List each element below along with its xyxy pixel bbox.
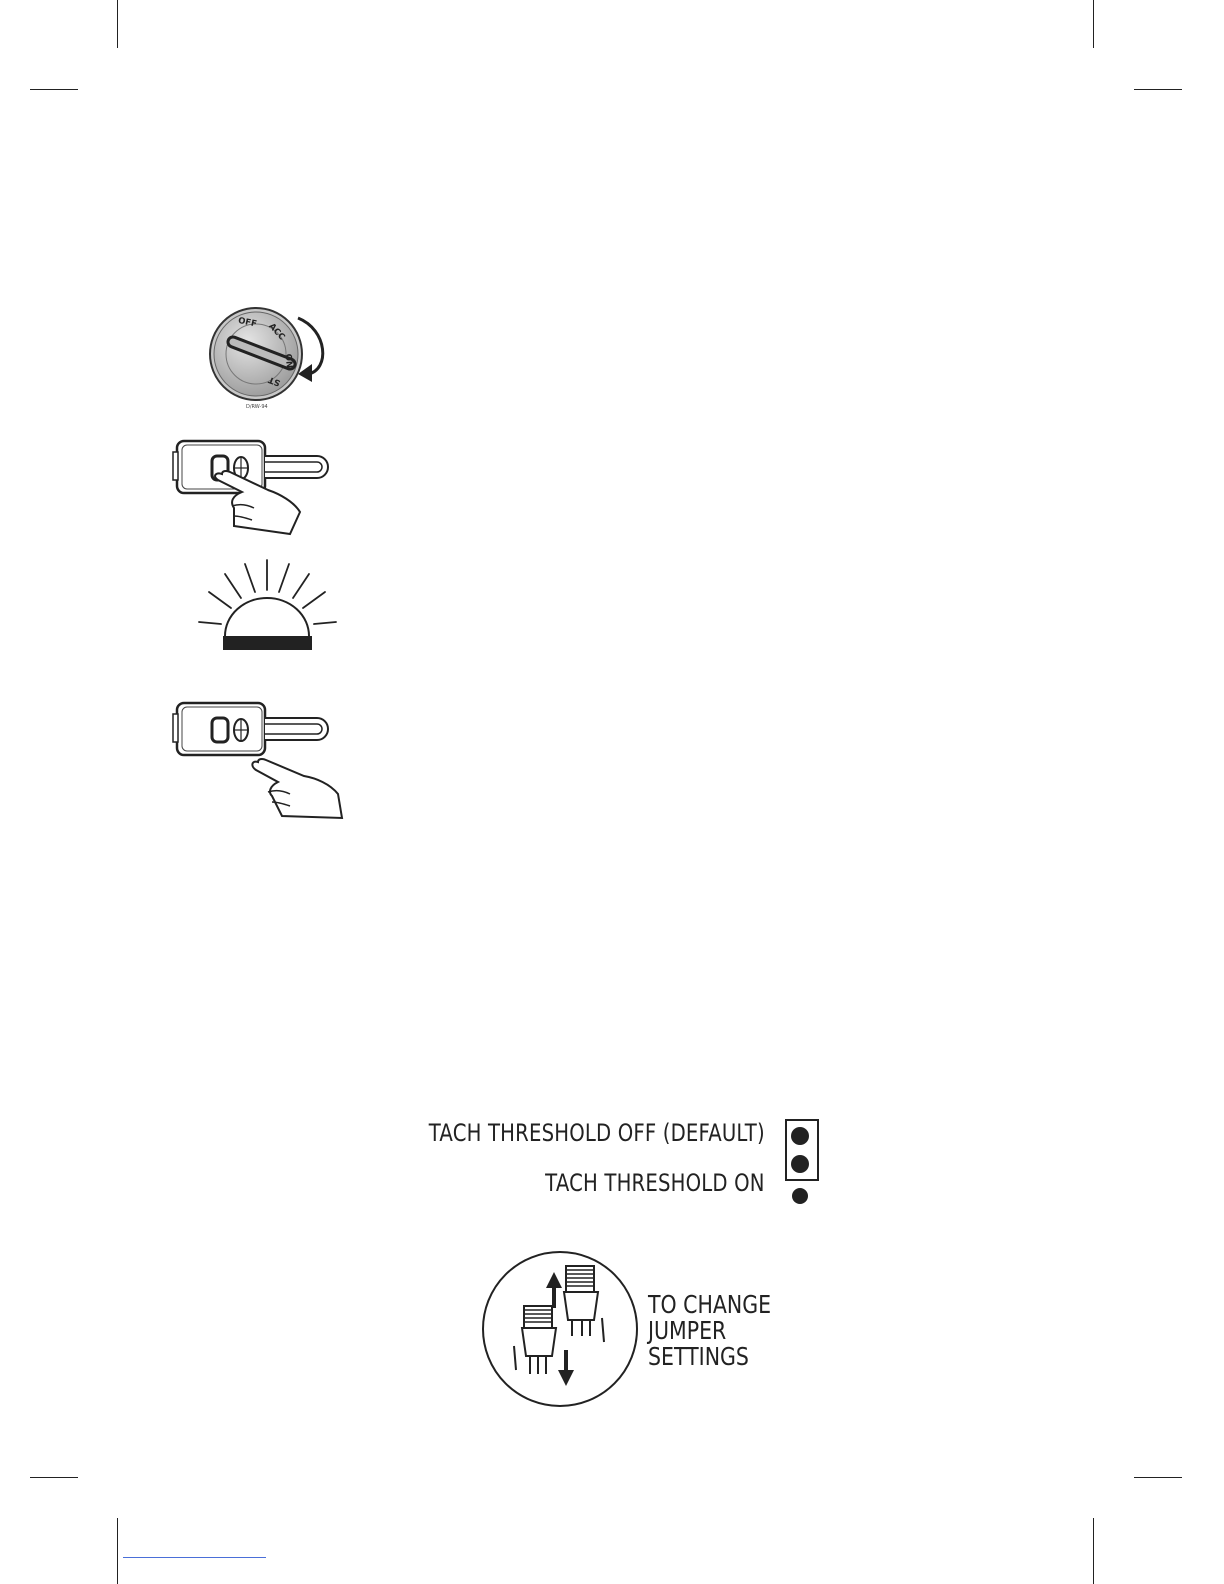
flashing-light-icon bbox=[195, 556, 340, 652]
crop-mark-top-left-horizontal bbox=[30, 89, 78, 90]
ignition-switch-icon bbox=[200, 300, 340, 415]
jumper-pins-icon bbox=[782, 1118, 822, 1210]
tach-threshold-on-label: TACH THRESHOLD ON bbox=[545, 1169, 765, 1197]
ignition-figure-code: D/RW-94 bbox=[246, 404, 268, 410]
ignition-label-st: ST bbox=[267, 374, 282, 388]
ignition-label-on: ON bbox=[282, 353, 294, 369]
jumper-instruction-line: SETTINGS bbox=[648, 1342, 749, 1371]
crop-mark-top-right-horizontal bbox=[1134, 89, 1182, 90]
crop-mark-bottom-left-horizontal bbox=[30, 1477, 78, 1478]
crop-mark-top-left-vertical bbox=[117, 0, 118, 48]
bottom-link-underline[interactable] bbox=[123, 1557, 266, 1558]
jumper-instruction bbox=[648, 1292, 771, 1370]
crop-mark-top-right-vertical bbox=[1093, 0, 1094, 48]
hand-icon bbox=[252, 759, 342, 818]
ignition-label-off: OFF bbox=[237, 315, 258, 330]
jumper-instruction-line: JUMPER bbox=[648, 1316, 727, 1345]
crop-mark-bottom-left-vertical bbox=[117, 1518, 118, 1584]
crop-mark-bottom-right-horizontal bbox=[1134, 1477, 1182, 1478]
ignition-label-acc: ACC bbox=[266, 321, 287, 343]
remote-button-release-icon bbox=[172, 698, 347, 822]
jumper-instruction-line: TO CHANGE bbox=[648, 1290, 772, 1319]
crop-mark-bottom-right-vertical bbox=[1093, 1518, 1094, 1584]
tach-threshold-off-label: TACH THRESHOLD OFF (DEFAULT) bbox=[428, 1119, 765, 1147]
jumper-change-icon bbox=[480, 1250, 642, 1410]
remote-button-press-icon bbox=[172, 436, 337, 536]
